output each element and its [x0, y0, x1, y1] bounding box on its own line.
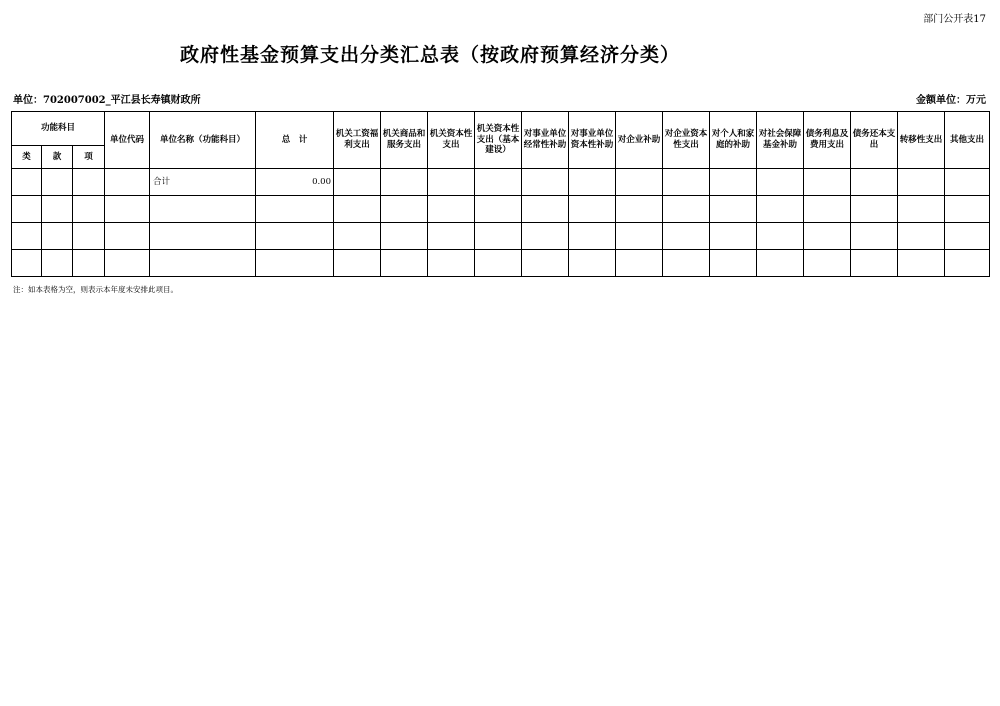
- table-cell: [945, 196, 990, 223]
- table-cell: [522, 223, 569, 250]
- table-cell: [522, 196, 569, 223]
- row-total: [256, 196, 334, 223]
- table-cell: [804, 196, 851, 223]
- table-cell: [851, 250, 898, 277]
- table-cell: [757, 223, 804, 250]
- column-header: 机关资本性支出: [428, 112, 475, 169]
- expenditure-table: [11, 111, 990, 277]
- table-cell: [522, 250, 569, 277]
- column-header: 对事业单位资本性补助: [569, 112, 616, 169]
- row-unit-name: [150, 196, 256, 223]
- table-cell: [710, 250, 757, 277]
- table-cell: [616, 196, 663, 223]
- amount-unit-label: 金额单位：万元: [916, 95, 986, 106]
- table-cell: [428, 223, 475, 250]
- table-cell: [73, 250, 105, 277]
- footnote: 注：如本表格为空，则表示本年度未安排此项目。: [13, 285, 178, 294]
- table-cell: [105, 250, 150, 277]
- table-cell: [757, 169, 804, 196]
- table-cell: [616, 250, 663, 277]
- column-header: 机关商品和服务支出: [381, 112, 428, 169]
- table-cell: [569, 169, 616, 196]
- table-cell: [475, 223, 522, 250]
- table-cell: [663, 169, 710, 196]
- table-cell: [710, 169, 757, 196]
- table-cell: [851, 223, 898, 250]
- table-cell: [42, 250, 73, 277]
- table-cell: [105, 169, 150, 196]
- table-cell: [898, 196, 945, 223]
- row-total: [256, 223, 334, 250]
- table-cell: [42, 196, 73, 223]
- column-header: 机关资本性支出（基本建设）: [475, 112, 522, 169]
- total-header: 总 计: [256, 112, 334, 169]
- table-cell: [42, 169, 73, 196]
- table-cell: [42, 223, 73, 250]
- unit-name-header: 单位名称（功能科目）: [150, 112, 256, 169]
- table-cell: [898, 250, 945, 277]
- page-title: 政府性基金预算支出分类汇总表（按政府预算经济分类）: [179, 44, 680, 66]
- row-unit-name: [150, 223, 256, 250]
- column-header: 对企业资本性支出: [663, 112, 710, 169]
- row-unit-name: [150, 250, 256, 277]
- table-cell: [663, 250, 710, 277]
- item-header: 项: [73, 146, 105, 169]
- table-cell: [851, 196, 898, 223]
- column-header: 债务还本支出: [851, 112, 898, 169]
- column-header: 对个人和家庭的补助: [710, 112, 757, 169]
- table-cell: [475, 196, 522, 223]
- table-cell: [381, 250, 428, 277]
- column-header: 机关工资福利支出: [334, 112, 381, 169]
- table-cell: [710, 196, 757, 223]
- table-cell: [381, 169, 428, 196]
- table-row: [12, 169, 990, 196]
- table-cell: [710, 223, 757, 250]
- table-cell: [804, 169, 851, 196]
- category-header: 类: [12, 146, 42, 169]
- table-cell: [569, 250, 616, 277]
- table-cell: [804, 223, 851, 250]
- table-cell: [851, 169, 898, 196]
- table-cell: [105, 196, 150, 223]
- column-header: 债务利息及费用支出: [804, 112, 851, 169]
- table-cell: [616, 223, 663, 250]
- table-cell: [663, 223, 710, 250]
- unit-code-header: 单位代码: [105, 112, 150, 169]
- table-row: [12, 250, 990, 277]
- func-subject-header: 功能科目: [12, 112, 105, 146]
- unit-label: 单位：702007002_平江县长寿镇财政所: [13, 95, 201, 106]
- table-cell: [945, 169, 990, 196]
- row-unit-name: 合计: [150, 169, 256, 196]
- table-cell: [334, 169, 381, 196]
- table-cell: [569, 196, 616, 223]
- table-row: [12, 223, 990, 250]
- table-cell: [334, 250, 381, 277]
- table-cell: [569, 223, 616, 250]
- table-cell: [12, 169, 42, 196]
- table-cell: [757, 196, 804, 223]
- table-cell: [616, 169, 663, 196]
- table-cell: [12, 250, 42, 277]
- table-number-label: 部门公开表17: [923, 14, 986, 25]
- table-cell: [804, 250, 851, 277]
- table-cell: [334, 196, 381, 223]
- column-header: 其他支出: [945, 112, 990, 169]
- table-cell: [334, 223, 381, 250]
- table-cell: [475, 169, 522, 196]
- column-header: 对企业补助: [616, 112, 663, 169]
- table-cell: [898, 223, 945, 250]
- row-total: 0.00: [256, 169, 334, 196]
- table-cell: [475, 250, 522, 277]
- table-cell: [945, 250, 990, 277]
- table-cell: [522, 169, 569, 196]
- table-row: [12, 196, 990, 223]
- table-cell: [73, 223, 105, 250]
- table-cell: [898, 169, 945, 196]
- table-cell: [428, 169, 475, 196]
- table-cell: [428, 196, 475, 223]
- table-cell: [73, 196, 105, 223]
- table-cell: [12, 196, 42, 223]
- table-cell: [381, 196, 428, 223]
- section-header: 款: [42, 146, 73, 169]
- table-cell: [945, 223, 990, 250]
- table-cell: [12, 223, 42, 250]
- row-total: [256, 250, 334, 277]
- table-cell: [428, 250, 475, 277]
- table-cell: [757, 250, 804, 277]
- table-cell: [381, 223, 428, 250]
- table-cell: [105, 223, 150, 250]
- column-header: 对社会保障基金补助: [757, 112, 804, 169]
- column-header: 转移性支出: [898, 112, 945, 169]
- column-header: 对事业单位经常性补助: [522, 112, 569, 169]
- table-cell: [663, 196, 710, 223]
- table-cell: [73, 169, 105, 196]
